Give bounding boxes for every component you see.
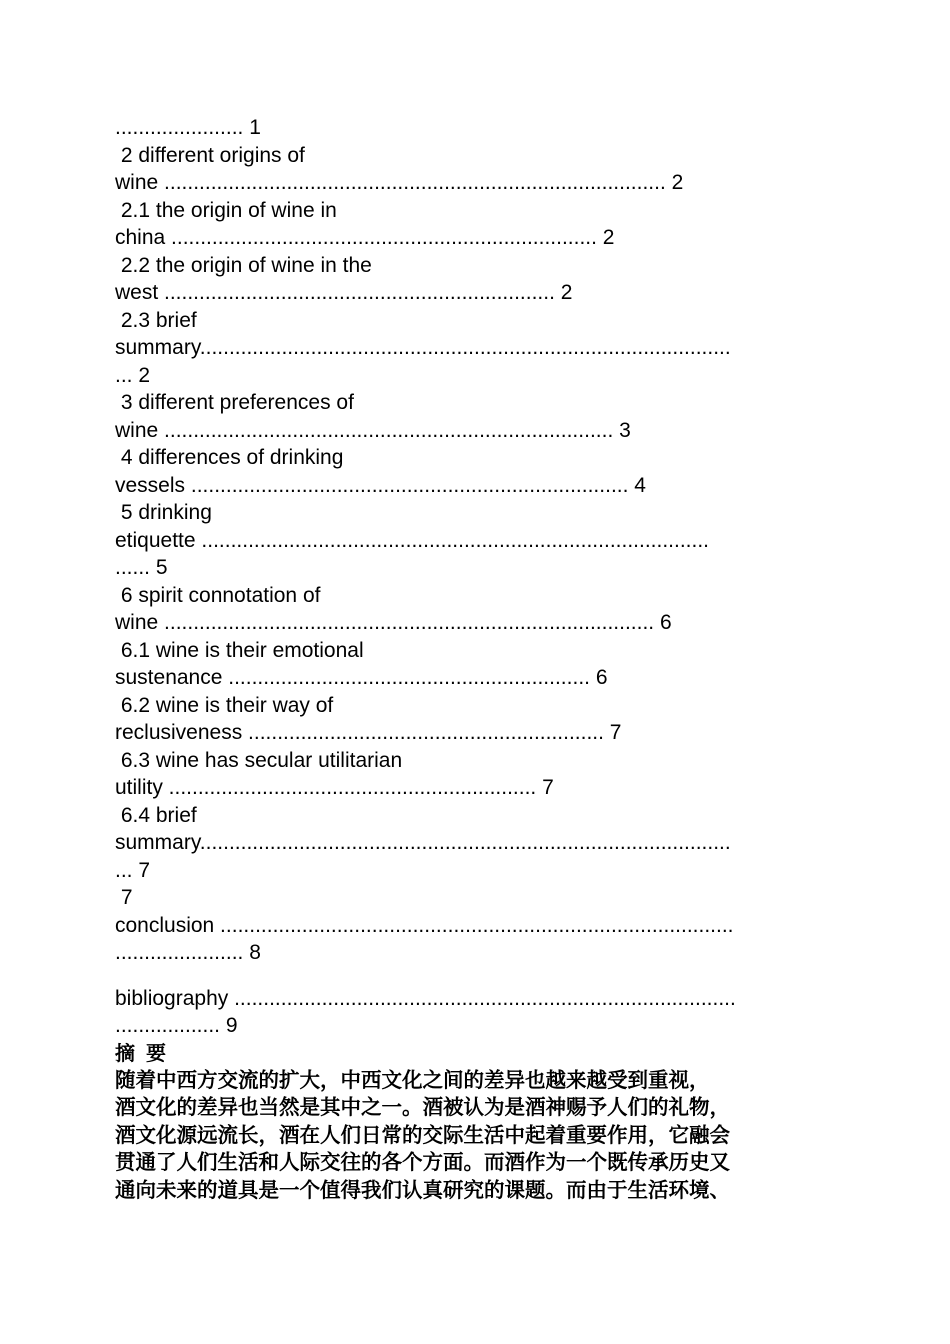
toc-line: reclusiveness ............................................................. 7 (115, 721, 622, 744)
toc-line: ...................... 8 (115, 941, 261, 964)
abstract-line: 通向未来的道具是一个值得我们认真研究的课题。而由于生活环境、 (115, 1177, 730, 1202)
toc-line: 5 drinking (115, 501, 212, 524)
toc-line: 6 spirit connotation of (115, 583, 321, 607)
abstract-line: 随着中西方交流的扩大，中西文化之间的差异也越来越受到重视， (115, 1067, 710, 1092)
toc-line: conclusion ........................................................................................ (115, 913, 734, 937)
toc-line: 6.4 brief (115, 803, 197, 827)
toc-line: 6.1 wine is their emotional (115, 638, 364, 662)
toc-line: 2 different origins of (115, 143, 305, 167)
toc-line: ...................... 1 (115, 116, 261, 139)
toc-line: wine ...................................................................................... 2 (115, 171, 684, 194)
abstract-paragraph (115, 1067, 845, 1205)
toc-spacer (115, 967, 845, 985)
toc-line: wine .................................................................................... 6 (115, 611, 672, 634)
table-of-contents (115, 114, 845, 1040)
toc-line: utility ............................................................... 7 (115, 776, 554, 799)
toc-line: ... 7 (115, 858, 151, 882)
abstract-line: 酒文化源远流长，酒在人们日常的交际生活中起着重要作用，它融会 (115, 1122, 730, 1147)
toc-line: 6.2 wine is their way of (115, 693, 334, 717)
toc-line: 7 (115, 886, 133, 909)
toc-line: wine ............................................................................. 3 (115, 418, 631, 442)
toc-line: ... 2 (115, 363, 151, 387)
toc-line: summary........................................................................................... (115, 336, 731, 359)
toc-line: 4 differences of drinking (115, 446, 344, 469)
toc-line: 6.3 wine has secular utilitarian (115, 748, 403, 772)
abstract-heading: 摘 要 (115, 1040, 168, 1065)
abstract-line: 贯通了人们生活和人际交往的各个方面。而酒作为一个既传承历史又 (115, 1150, 730, 1174)
abstract-line: 酒文化的差异也当然是其中之一。酒被认为是酒神赐予人们的礼物， (115, 1095, 730, 1119)
toc-line: vessels ........................................................................... 4 (115, 473, 646, 497)
toc-line: sustenance .............................................................. 6 (115, 666, 608, 689)
toc-line: 3 different preferences of (115, 391, 354, 414)
toc-line: ...... 5 (115, 556, 168, 579)
toc-line: china ......................................................................... 2 (115, 226, 615, 249)
toc-line: west ................................................................... 2 (115, 281, 573, 304)
toc-line: 2.2 the origin of wine in the (115, 253, 372, 277)
toc-line: etiquette ....................................................................................... (115, 528, 709, 552)
toc-line-bibliography: bibliography ...................................................................................... (115, 986, 736, 1010)
toc-line: summary........................................................................................... (115, 831, 731, 854)
document-page (115, 114, 845, 1204)
toc-line: 2.3 brief (115, 308, 197, 332)
toc-line-bibliography: .................. 9 (115, 1014, 238, 1037)
toc-line: 2.1 the origin of wine in (115, 198, 337, 222)
